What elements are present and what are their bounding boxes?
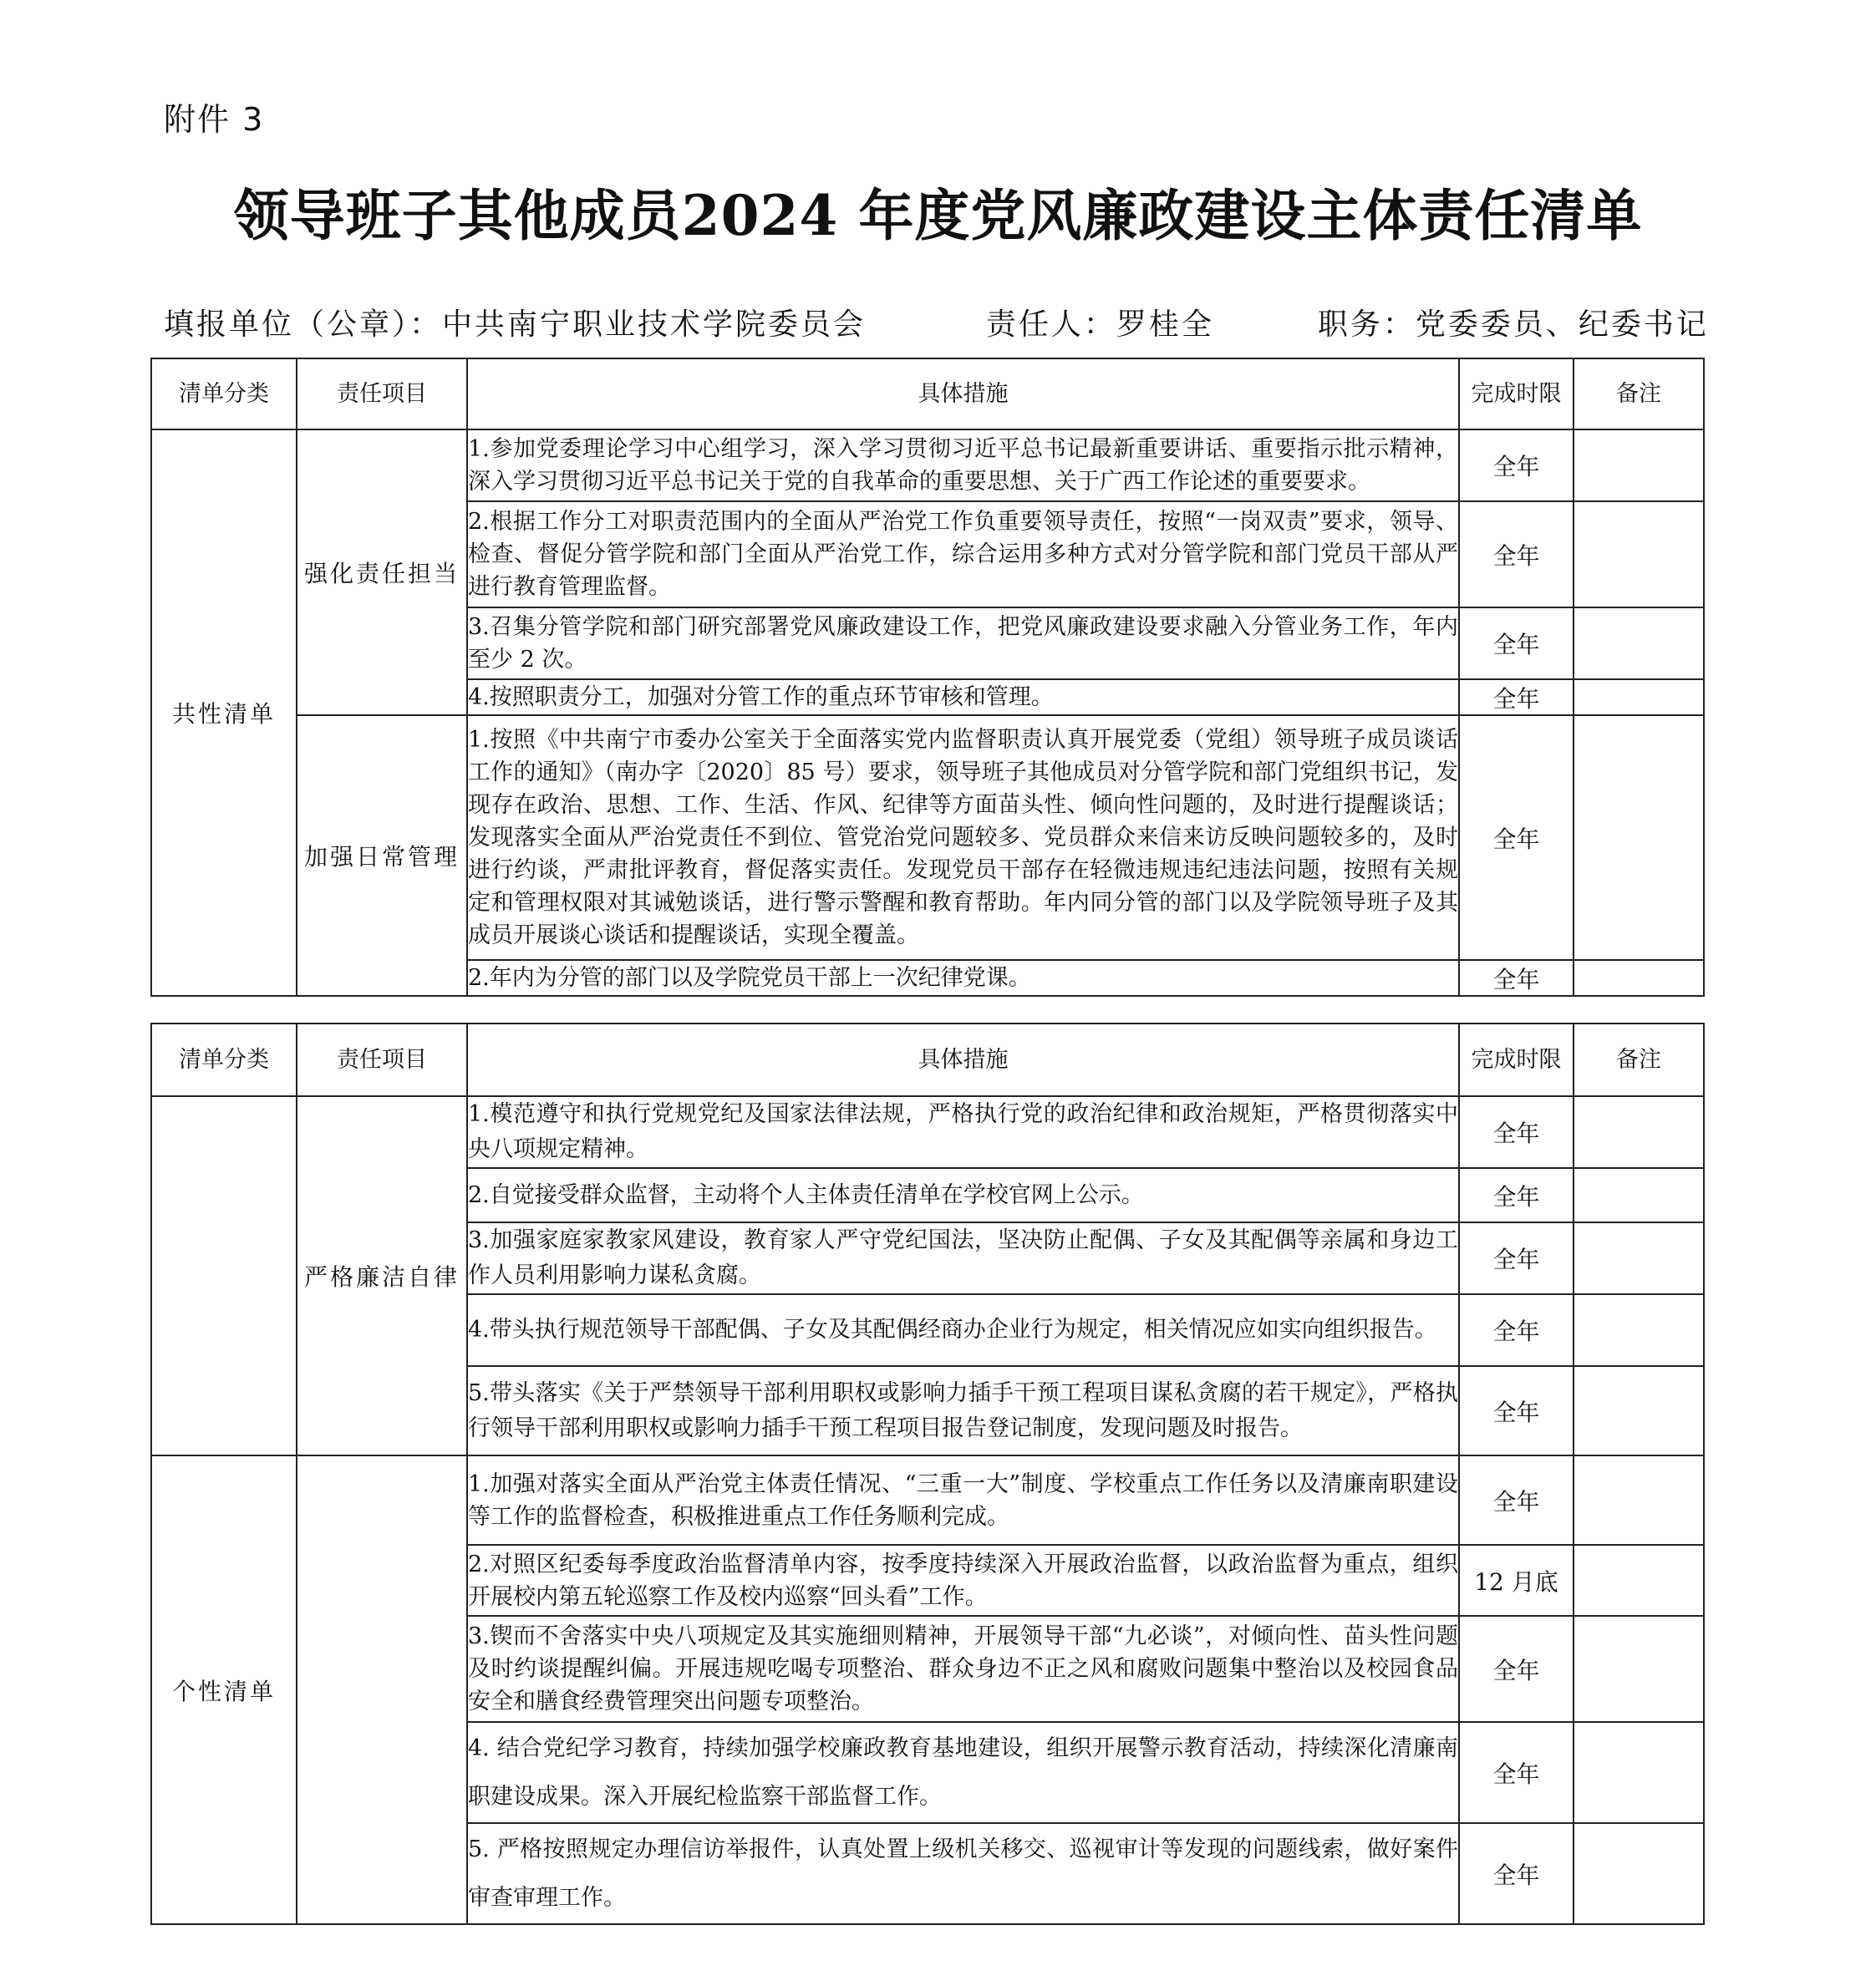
deadline-cell: 全年 bbox=[1459, 1823, 1574, 1924]
measure-cell: 1.加强对落实全面从严治党主体责任情况、“三重一大”制度、学校重点工作任务以及清廉南职建设等工作的监督检查，积极推进重点工作任务顺利完成。 bbox=[467, 1455, 1459, 1545]
measure-cell: 3.加强家庭家教家风建设，教育家人严守党纪国法，坚决防止配偶、子女及其配偶等亲属和身边工作人员利用影响力谋私贪腐。 bbox=[467, 1222, 1459, 1294]
measure-cell: 2.根据工作分工对职责范围内的全面从严治党工作负重要领导责任，按照“一岗双责”要求，领导、检查、督促分管学院和部门全面从严治党工作，综合运用多种方式对分管学院和部门党员干部从严进行教育管理监督。 bbox=[467, 501, 1459, 607]
remarks-cell bbox=[1574, 1545, 1704, 1616]
category-cell bbox=[151, 1096, 297, 1455]
remarks-cell bbox=[1574, 607, 1704, 679]
measure-cell: 1.参加党委理论学习中心组学习，深入学习贯彻习近平总书记最新重要讲话、重要指示批示精神，深入学习贯彻习近平总书记关于党的自我革命的重要思想、关于广西工作论述的重要要求。 bbox=[467, 429, 1459, 501]
measure-cell: 4. 结合党纪学习教育，持续加强学校廉政教育基地建设，组织开展警示教育活动，持续深化清廉南职建设成果。深入开展纪检监察干部监督工作。 bbox=[467, 1722, 1459, 1823]
header-remarks: 备注 bbox=[1574, 1023, 1704, 1096]
header-measures: 具体措施 bbox=[467, 1023, 1459, 1096]
remarks-cell bbox=[1574, 1096, 1704, 1168]
deadline-cell: 全年 bbox=[1459, 429, 1574, 501]
remarks-cell bbox=[1574, 1366, 1704, 1455]
responsibility-table-common bbox=[150, 358, 1705, 997]
item-cell: 严格廉洁自律 bbox=[297, 1096, 467, 1455]
item-cell: 加强日常管理 bbox=[297, 715, 467, 996]
remarks-cell bbox=[1574, 1823, 1704, 1924]
responsibility-table-specific bbox=[150, 1023, 1705, 1925]
deadline-cell: 全年 bbox=[1459, 1294, 1574, 1366]
measure-cell: 1.按照《中共南宁市委办公室关于全面落实党内监督职责认真开展党委（党组）领导班子成员谈话工作的通知》（南办字〔2020〕85 号）要求，领导班子其他成员对分管学院和部门党组织书记，发现存在政治、思想、工作、生活、作风、纪律等方面苗头性、倾向性问题的，及时进行提醒谈话；发现落实全面从严治党责任不到位、管党治党问题较多、党员群众来信来访反映问题较多的，及时进行约谈，严肃批评教育，督促落实责任。发现党员干部存在轻微违规违纪违法问题，按照有关规定和管理权限对其诫勉谈话，进行警示警醒和教育帮助。年内同分管的部门以及学院领导班子及其成员开展谈心谈话和提醒谈话，实现全覆盖。 bbox=[467, 715, 1459, 960]
table-row bbox=[151, 429, 1704, 501]
header-category: 清单分类 bbox=[151, 358, 297, 429]
measure-cell: 3.召集分管学院和部门研究部署党风廉政建设工作，把党风廉政建设要求融入分管业务工作，年内至少 2 次。 bbox=[467, 607, 1459, 679]
remarks-cell bbox=[1574, 679, 1704, 715]
remarks-cell bbox=[1574, 1722, 1704, 1823]
remarks-cell bbox=[1574, 1294, 1704, 1366]
table-row bbox=[151, 715, 1704, 960]
remarks-cell bbox=[1574, 1455, 1704, 1545]
info-unit: 填报单位（公章）：中共南宁职业技术学院委员会 bbox=[164, 307, 867, 342]
measure-cell: 2.年内为分管的部门以及学院党员干部上一次纪律党课。 bbox=[467, 960, 1459, 996]
measure-cell: 4.按照职责分工，加强对分管工作的重点环节审核和管理。 bbox=[467, 679, 1459, 715]
measure-cell: 5.带头落实《关于严禁领导干部利用职权或影响力插手干预工程项目谋私贪腐的若干规定》，严格执行领导干部利用职权或影响力插手干预工程项目报告登记制度，发现问题及时报告。 bbox=[467, 1366, 1459, 1455]
deadline-cell: 全年 bbox=[1459, 1096, 1574, 1168]
attachment-label: 附件 3 bbox=[164, 101, 265, 138]
deadline-cell: 全年 bbox=[1459, 1722, 1574, 1823]
header-item: 责任项目 bbox=[297, 358, 467, 429]
deadline-cell: 12 月底 bbox=[1459, 1545, 1574, 1616]
header-remarks: 备注 bbox=[1574, 358, 1704, 429]
deadline-cell: 全年 bbox=[1459, 1366, 1574, 1455]
remarks-cell bbox=[1574, 1616, 1704, 1722]
deadline-cell: 全年 bbox=[1459, 960, 1574, 996]
remarks-cell bbox=[1574, 501, 1704, 607]
deadline-cell: 全年 bbox=[1459, 1455, 1574, 1545]
deadline-cell: 全年 bbox=[1459, 715, 1574, 960]
header-category: 清单分类 bbox=[151, 1023, 297, 1096]
table-row bbox=[151, 1096, 1704, 1168]
deadline-cell: 全年 bbox=[1459, 1222, 1574, 1294]
info-person: 责任人：罗桂全 bbox=[985, 307, 1214, 342]
measure-cell: 3.锲而不舍落实中央八项规定及其实施细则精神，开展领导干部“九必谈”，对倾向性、苗头性问题及时约谈提醒纠偏。开展违规吃喝专项整治、群众身边不正之风和腐败问题集中整治以及校园食品安全和膳食经费管理突出问题专项整治。 bbox=[467, 1616, 1459, 1722]
deadline-cell: 全年 bbox=[1459, 1168, 1574, 1222]
header-deadline: 完成时限 bbox=[1459, 358, 1574, 429]
remarks-cell bbox=[1574, 429, 1704, 501]
table-header-row bbox=[151, 358, 1704, 429]
document-title: 领导班子其他成员2024 年度党风廉政建设主体责任清单 bbox=[233, 183, 1643, 248]
table-row bbox=[151, 1455, 1704, 1545]
item-cell: 强化责任担当 bbox=[297, 429, 467, 715]
header-measures: 具体措施 bbox=[467, 358, 1459, 429]
category-cell: 个性清单 bbox=[151, 1455, 297, 1924]
deadline-cell: 全年 bbox=[1459, 607, 1574, 679]
remarks-cell bbox=[1574, 960, 1704, 996]
deadline-cell: 全年 bbox=[1459, 679, 1574, 715]
table-header-row bbox=[151, 1023, 1704, 1096]
category-cell: 共性清单 bbox=[151, 429, 297, 996]
deadline-cell: 全年 bbox=[1459, 1616, 1574, 1722]
info-position: 职务：党委委员、纪委书记 bbox=[1317, 307, 1709, 342]
measure-cell: 4.带头执行规范领导干部配偶、子女及其配偶经商办企业行为规定，相关情况应如实向组织报告。 bbox=[467, 1294, 1459, 1366]
header-item: 责任项目 bbox=[297, 1023, 467, 1096]
deadline-cell: 全年 bbox=[1459, 501, 1574, 607]
remarks-cell bbox=[1574, 715, 1704, 960]
info-line bbox=[164, 301, 1709, 343]
measure-cell: 5. 严格按照规定办理信访举报件，认真处置上级机关移交、巡视审计等发现的问题线索，做好案件审查审理工作。 bbox=[467, 1823, 1459, 1924]
header-deadline: 完成时限 bbox=[1459, 1023, 1574, 1096]
remarks-cell bbox=[1574, 1222, 1704, 1294]
measure-cell: 2.自觉接受群众监督，主动将个人主体责任清单在学校官网上公示。 bbox=[467, 1168, 1459, 1222]
item-cell bbox=[297, 1455, 467, 1924]
measure-cell: 1.模范遵守和执行党规党纪及国家法律法规，严格执行党的政治纪律和政治规矩，严格贯彻落实中央八项规定精神。 bbox=[467, 1096, 1459, 1168]
remarks-cell bbox=[1574, 1168, 1704, 1222]
measure-cell: 2.对照区纪委每季度政治监督清单内容，按季度持续深入开展政治监督，以政治监督为重点，组织开展校内第五轮巡察工作及校内巡察“回头看”工作。 bbox=[467, 1545, 1459, 1616]
